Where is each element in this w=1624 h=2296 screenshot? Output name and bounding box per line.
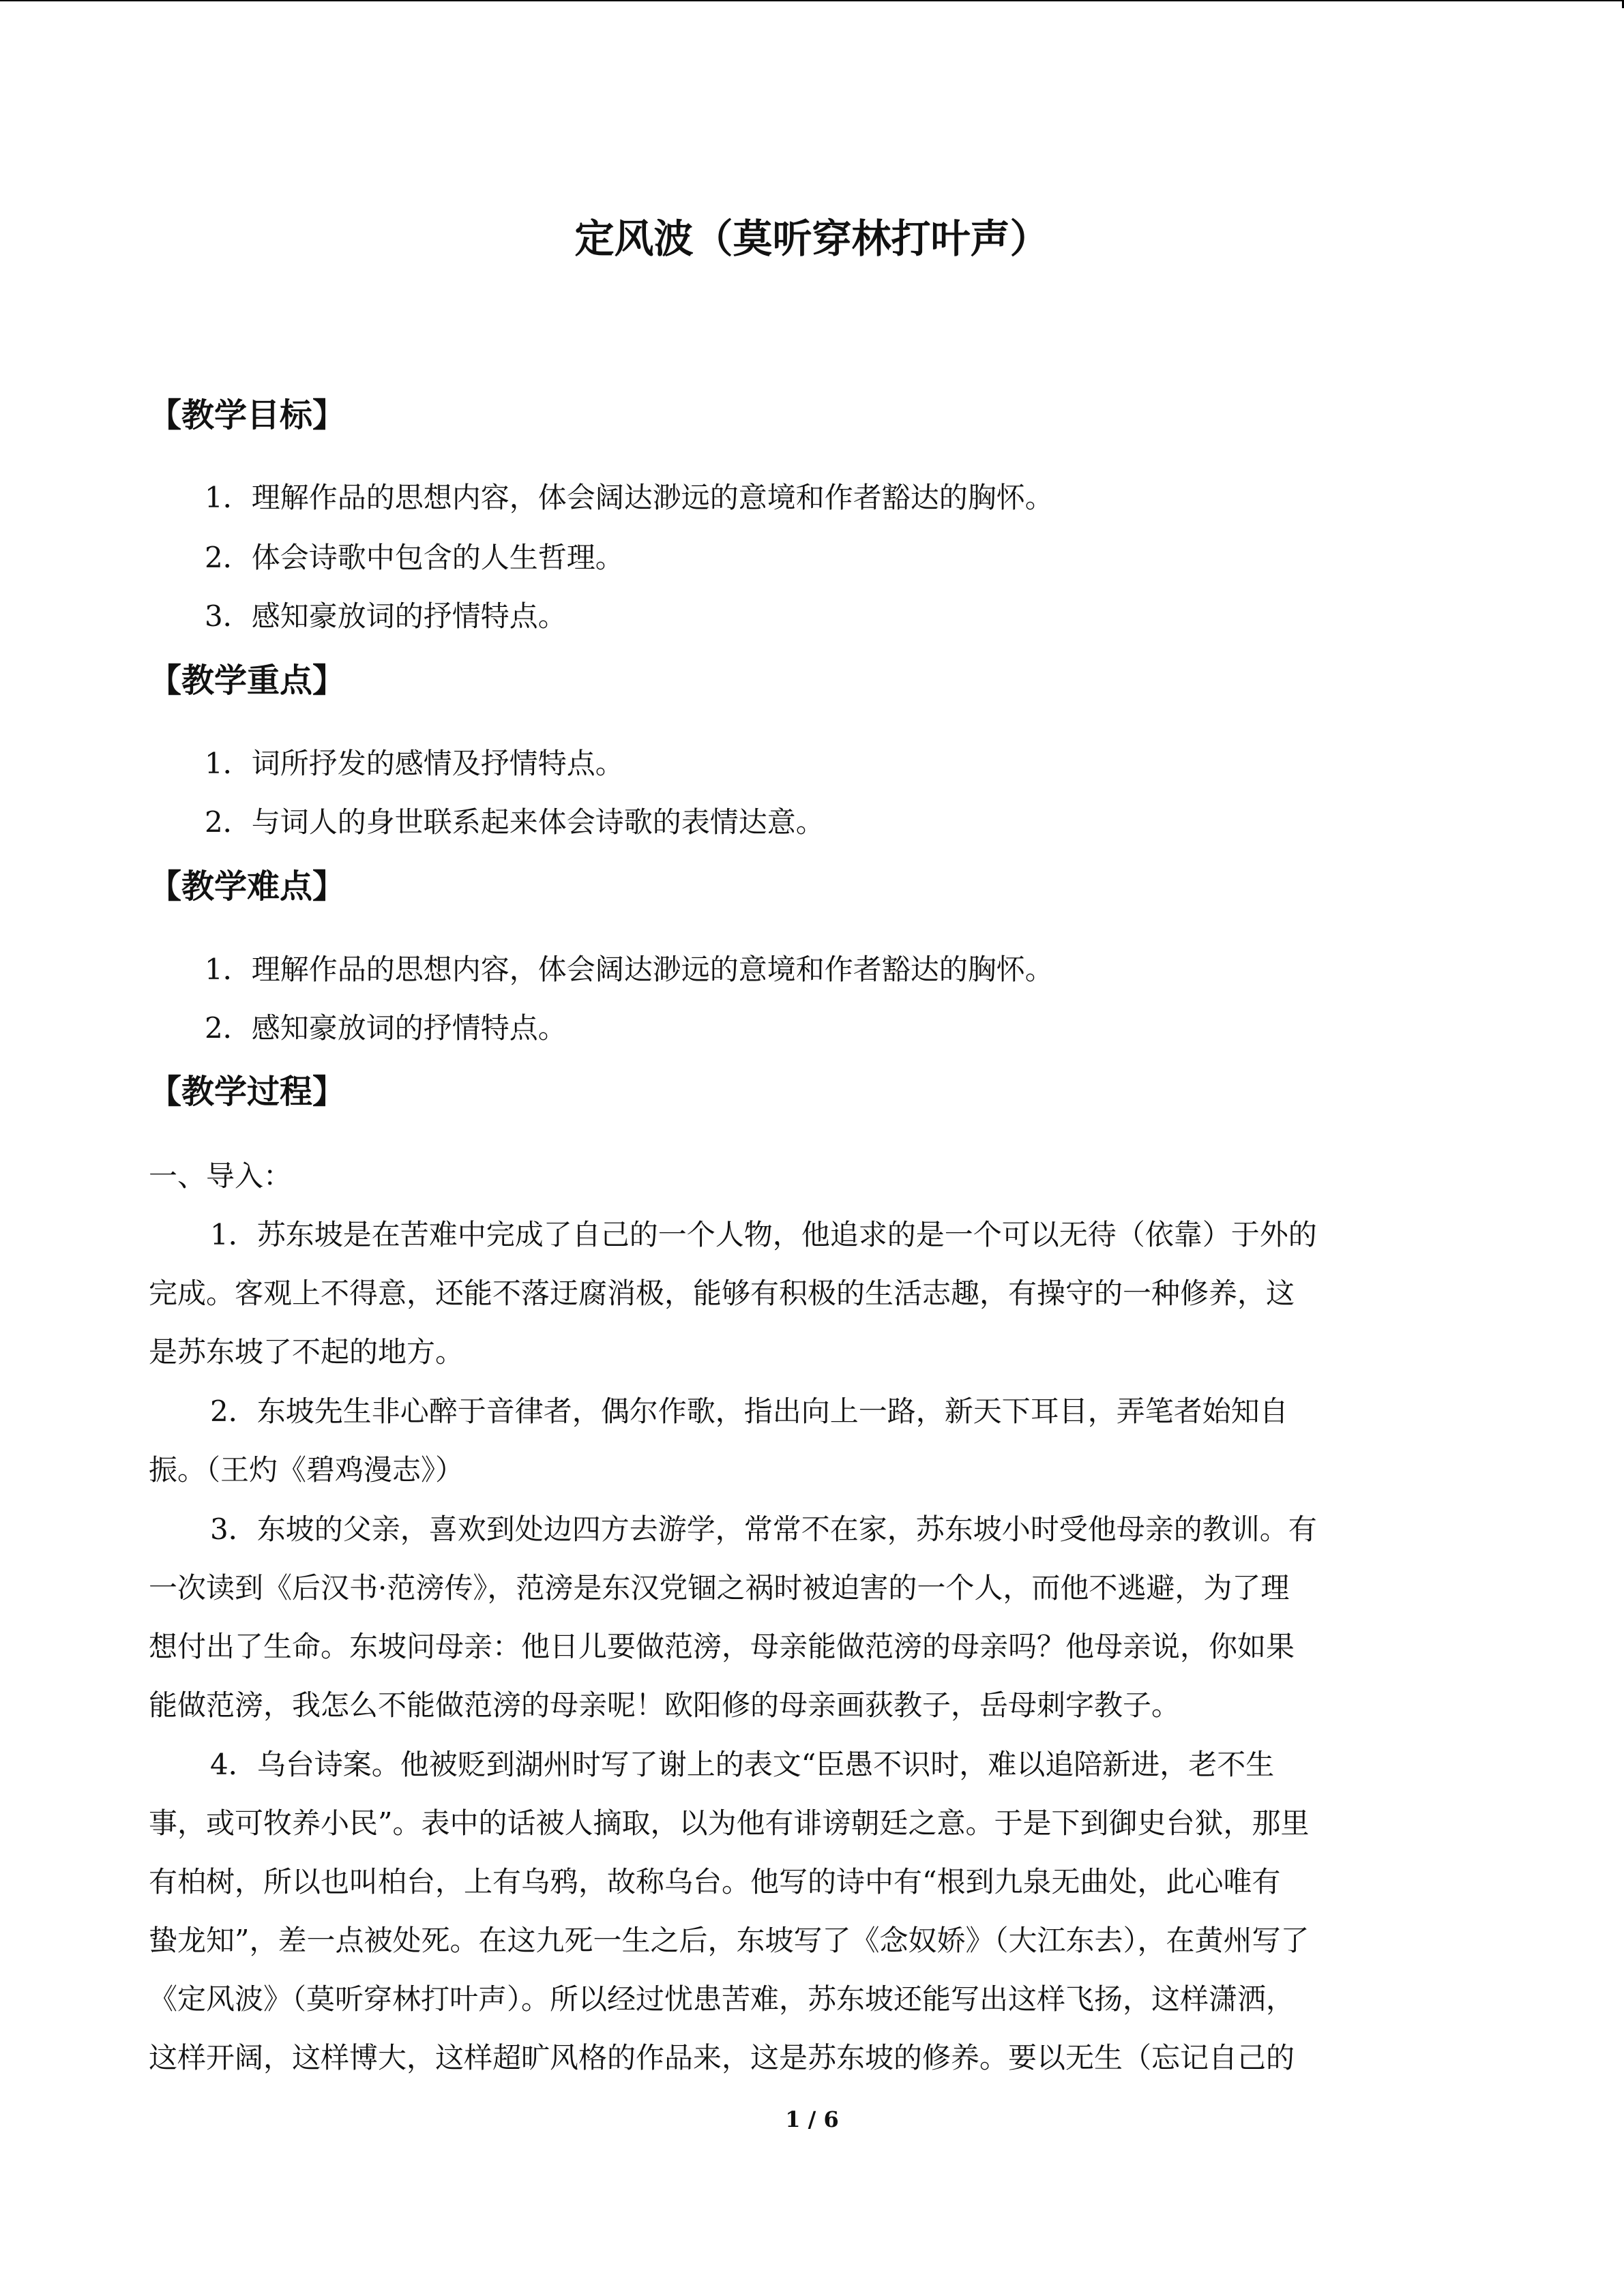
- goals-item-1: 1．理解作品的思想内容，体会阔达渺远的意境和作者豁达的胸怀。: [205, 481, 1054, 514]
- paragraph-line: 蛰龙知”，差一点被处死。在这九死一生之后，东坡写了《念奴娇》（大江东去），在黄州写了: [149, 1924, 1310, 1957]
- paragraph-line: 2．东坡先生非心醉于音律者，偶尔作歌，指出向上一路，新天下耳目，弄笔者始知自: [210, 1395, 1288, 1428]
- goals-item-2: 2．体会诗歌中包含的人生哲理。: [205, 541, 624, 574]
- page-number: 1 / 6: [785, 2106, 839, 2132]
- paragraph-line: 这样开阔，这样博大，这样超旷风格的作品来，这是苏东坡的修养。要以无生（忘记自己的: [149, 2041, 1295, 2074]
- paragraph-line: 有柏树，所以也叫柏台，上有乌鸦，故称乌台。他写的诗中有“根到九泉无曲处，此心唯有: [149, 1865, 1281, 1898]
- process-intro: 一、导入：: [149, 1159, 293, 1193]
- paragraph-line: 振。（王灼《碧鸡漫志》）: [149, 1453, 464, 1487]
- page-top-border: [0, 0, 1624, 1]
- process-paragraph-2: [149, 1382, 1475, 1500]
- paragraph-line: 想付出了生命。东坡问母亲：他日儿要做范滂，母亲能做范滂的母亲吗？他母亲说，你如果: [149, 1630, 1295, 1663]
- paragraph-line: 完成。客观上不得意，还能不落迂腐消极，能够有积极的生活志趣，有操守的一种修养，这: [149, 1277, 1295, 1310]
- paragraph-line: 1．苏东坡是在苦难中完成了自己的一个人物，他追求的是一个可以无待（依靠）于外的: [210, 1218, 1317, 1251]
- section-heading-goals: 【教学目标】: [149, 396, 346, 434]
- focus-item-1: 1．词所抒发的感情及抒情特点。: [205, 747, 624, 780]
- paragraph-line: 一次读到《后汉书·范滂传》，范滂是东汉党锢之祸时被迫害的一个人，而他不逃避，为了理: [149, 1571, 1290, 1605]
- goals-item-3: 3．感知豪放词的抒情特点。: [205, 599, 567, 633]
- difficulty-item-2: 2．感知豪放词的抒情特点。: [205, 1011, 567, 1045]
- paragraph-line: 4．乌台诗案。他被贬到湖州时写了谢上的表文“臣愚不识时，难以追陪新进，老不生: [210, 1748, 1275, 1781]
- difficulty-item-1: 1．理解作品的思想内容，体会阔达渺远的意境和作者豁达的胸怀。: [205, 953, 1054, 986]
- process-paragraph-4: [149, 1735, 1475, 2087]
- document-title: 定风波（莫听穿林打叶声）: [574, 215, 1050, 262]
- paragraph-line: 《定风波》（莫听穿林打叶声）。所以经过忧患苦难，苏东坡还能写出这样飞扬，这样潇洒，: [149, 1982, 1295, 2016]
- process-paragraph-3: [149, 1500, 1475, 1735]
- section-heading-focus: 【教学重点】: [149, 661, 346, 700]
- paragraph-line: 事，或可牧养小民”。表中的话被人摘取，以为他有诽谤朝廷之意。于是下到御史台狱，那里: [149, 1806, 1310, 1840]
- paragraph-line: 是苏东坡了不起的地方。: [149, 1335, 464, 1369]
- section-heading-difficulty: 【教学难点】: [149, 867, 346, 906]
- section-heading-process: 【教学过程】: [149, 1073, 346, 1111]
- process-paragraph-1: [149, 1206, 1475, 1382]
- paragraph-line: 能做范滂，我怎么不能做范滂的母亲呢！欧阳修的母亲画荻教子，岳母刺字教子。: [149, 1688, 1181, 1722]
- paragraph-line: 3．东坡的父亲，喜欢到处边四方去游学，常常不在家，苏东坡小时受他母亲的教训。有: [210, 1512, 1317, 1546]
- focus-item-2: 2．与词人的身世联系起来体会诗歌的表情达意。: [205, 805, 825, 839]
